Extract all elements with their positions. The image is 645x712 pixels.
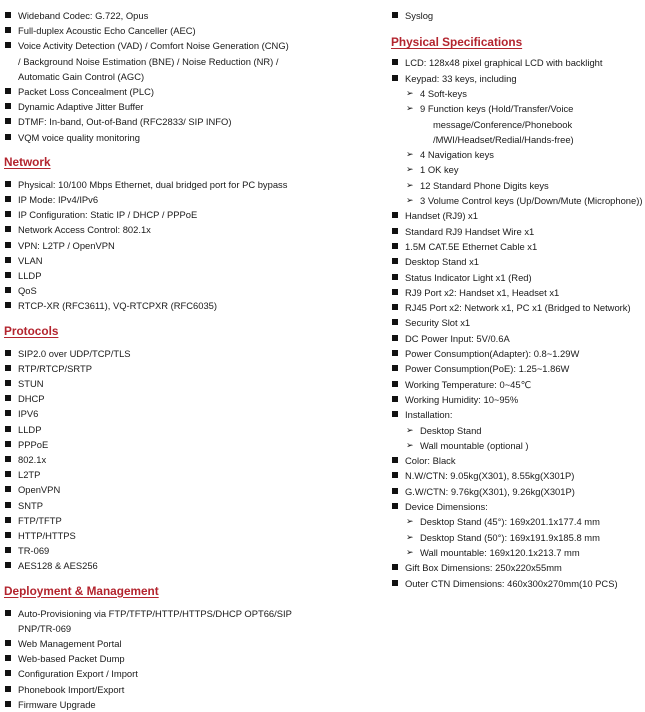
square-bullet-icon: [392, 365, 398, 371]
list-item-text: RJ9 Port x2: Handset x1, Headset x1: [405, 286, 560, 298]
arrow-bullet-icon: ➢: [406, 439, 414, 450]
list-item: [0, 177, 386, 192]
list-item-text: G.W/CTN: 9.76kg(X301), 9.26kg(X301P): [405, 485, 575, 497]
square-bullet-icon: [392, 258, 398, 264]
list-item-text: Wall mountable: 169x120.1x213.7 mm: [420, 546, 580, 558]
list-item-text: Desktop Stand (50°): 169x191.9x185.8 mm: [420, 531, 600, 543]
list-item: [0, 543, 386, 558]
list-item-text: Firmware Upgrade: [18, 698, 96, 710]
list-item-text: TR-069: [18, 545, 50, 557]
list-item: [386, 484, 645, 499]
square-bullet-icon: [5, 118, 11, 124]
list-item-text: DTMF: In-band, Out-of-Band (RFC2833/ SIP INFO): [18, 116, 232, 128]
list-item-text: Configuration Export / Import: [18, 668, 138, 680]
list-item: [0, 346, 386, 361]
list-item: [0, 238, 386, 253]
square-bullet-icon: [5, 517, 11, 523]
list-item: [386, 468, 645, 483]
list-item-text: Gift Box Dimensions: 250x220x55mm: [405, 562, 562, 574]
square-bullet-icon: [392, 396, 398, 402]
list-item-text: IP Mode: IPv4/IPv6: [18, 194, 99, 205]
list-item-text: Working Humidity: 10~95%: [405, 393, 519, 405]
list-item-text: OpenVPN: [18, 484, 61, 496]
list-item: [0, 606, 386, 621]
list-item-text: SIP2.0 over UDP/TCP/TLS: [18, 347, 131, 359]
list-item-text: 12 Standard Phone Digits keys: [420, 179, 549, 191]
list-item: [0, 697, 386, 712]
list-item: [386, 239, 645, 254]
square-bullet-icon: [392, 580, 398, 586]
list-item-text: Working Temperature: 0~45℃: [405, 378, 532, 390]
list-item: [0, 222, 386, 237]
sub-list-item: [386, 117, 645, 132]
list-item: [0, 666, 386, 681]
square-bullet-icon: [5, 226, 11, 232]
sub-list-item: [386, 193, 645, 208]
square-bullet-icon: [5, 88, 11, 94]
list-item-text: SNTP: [18, 499, 44, 511]
list-item-text: VPN: L2TP / OpenVPN: [18, 239, 115, 251]
list-item: [0, 467, 386, 482]
list-item-text: Color: Black: [405, 455, 456, 467]
list-item-text: LLDP: [18, 270, 42, 281]
list-item: [0, 437, 386, 452]
square-bullet-icon: [392, 350, 398, 356]
square-bullet-icon: [5, 441, 11, 447]
square-bullet-icon: [5, 547, 11, 553]
square-bullet-icon: [392, 488, 398, 494]
square-bullet-icon: [5, 471, 11, 477]
list-item-text: Outer CTN Dimensions: 460x300x270mm(10 PCS): [405, 577, 618, 589]
square-bullet-icon: [5, 42, 11, 48]
square-bullet-icon: [392, 335, 398, 341]
sub-list-item: [386, 423, 645, 438]
list-item: [0, 422, 386, 437]
list-item-text: DHCP: [18, 393, 45, 405]
list-item: [386, 71, 645, 86]
list-item-text: Physical: 10/100 Mbps Ethernet, dual bridged port for PC bypass: [18, 178, 288, 190]
square-bullet-icon: [392, 304, 398, 310]
sub-list-item: [386, 101, 645, 116]
list-item-text: Voice Activity Detection (VAD) / Comfort Noise Generation (CNG): [18, 40, 289, 52]
list-item-text: DC Power Input: 5V/0.6A: [405, 332, 510, 344]
list-item-text: 1.5M CAT.5E Ethernet Cable x1: [405, 240, 538, 252]
list-item-text: Full-duplex Acoustic Echo Canceller (AEC): [18, 25, 196, 37]
list-item: [0, 192, 386, 207]
square-bullet-icon: [5, 257, 11, 263]
list-item-text: Desktop Stand x1: [405, 256, 480, 268]
square-bullet-icon: [5, 12, 11, 18]
list-item-text: AES128 & AES256: [18, 560, 98, 572]
list-item-text: 1 OK key: [420, 164, 459, 176]
list-item-text: 4 Soft-keys: [420, 87, 467, 99]
arrow-bullet-icon: ➢: [406, 87, 414, 98]
square-bullet-icon: [5, 365, 11, 371]
list-item: [386, 392, 645, 407]
list-item-text: IPV6: [18, 408, 39, 420]
list-item: [0, 452, 386, 467]
list-item-text: Handset (RJ9) x1: [405, 210, 478, 222]
list-item: [386, 453, 645, 468]
square-bullet-icon: [5, 395, 11, 401]
square-bullet-icon: [5, 380, 11, 386]
list-item: [386, 285, 645, 300]
list-item-text: / Background Noise Estimation (BNE) / Noise Reduction (NR) /: [18, 55, 279, 67]
list-item-text: 9 Function keys (Hold/Transfer/Voice: [420, 103, 574, 115]
list-item: [386, 300, 645, 315]
square-bullet-icon: [392, 75, 398, 81]
list-item-text: RTCP-XR (RFC3611), VQ-RTCPXR (RFC6035): [18, 300, 217, 312]
list-item-text: Packet Loss Concealment (PLC): [18, 86, 154, 97]
list-item: [0, 268, 386, 283]
square-bullet-icon: [5, 27, 11, 33]
list-item: [0, 361, 386, 376]
square-bullet-icon: [5, 302, 11, 308]
list-item-text: Desktop Stand: [420, 424, 482, 436]
list-item-text: PNP/TR-069: [18, 622, 72, 634]
list-item: [0, 114, 386, 129]
square-bullet-icon: [5, 134, 11, 140]
arrow-bullet-icon: ➢: [406, 149, 414, 160]
list-item-text: Wideband Codec: G.722, Opus: [18, 10, 149, 21]
square-bullet-icon: [392, 12, 398, 18]
list-item: [386, 254, 645, 269]
list-item-text: Device Dimensions:: [405, 501, 488, 512]
square-bullet-icon: [5, 562, 11, 568]
list-item-text: RJ45 Port x2: Network x1, PC x1 (Bridged to Network): [405, 302, 631, 314]
square-bullet-icon: [5, 287, 11, 293]
list-item-text: Web-based Packet Dump: [18, 653, 125, 665]
list-item: [0, 54, 386, 69]
list-item: [0, 682, 386, 697]
list-item: [386, 407, 645, 422]
arrow-bullet-icon: ➢: [406, 424, 414, 435]
list-item: [386, 499, 645, 514]
square-bullet-icon: [392, 59, 398, 65]
list-item: [0, 482, 386, 497]
list-item: [386, 361, 645, 376]
list-item-text: RTP/RTCP/SRTP: [18, 362, 92, 374]
square-bullet-icon: [392, 503, 398, 509]
list-item: [0, 513, 386, 528]
square-bullet-icon: [392, 411, 398, 417]
list-item-text: message/Conference/Phonebook: [433, 118, 573, 130]
list-item: [0, 498, 386, 513]
section-heading-network: Network: [4, 154, 51, 169]
list-item-text: VLAN: [18, 254, 43, 266]
section-heading-deployment-management: Deployment & Management: [4, 583, 159, 598]
square-bullet-icon: [5, 502, 11, 508]
square-bullet-icon: [5, 196, 11, 202]
list-item: [0, 558, 386, 573]
list-item-text: Dynamic Adaptive Jitter Buffer: [18, 101, 144, 113]
square-bullet-icon: [5, 103, 11, 109]
list-item-text: STUN: [18, 378, 44, 389]
sub-list-item: [386, 530, 645, 545]
list-item-text: Power Consumption(Adapter): 0.8~1.29W: [405, 348, 580, 359]
list-item-text: 4 Navigation keys: [420, 149, 494, 161]
square-bullet-icon: [392, 319, 398, 325]
list-item: [0, 621, 386, 636]
list-item: [0, 8, 386, 23]
list-item-text: Automatic Gain Control (AGC): [18, 70, 145, 82]
list-item-text: Status Indicator Light x1 (Red): [405, 271, 532, 283]
list-item-text: Power Consumption(PoE): 1.25~1.86W: [405, 363, 570, 375]
list-item: [0, 69, 386, 84]
square-bullet-icon: [5, 211, 11, 217]
list-item: [0, 636, 386, 651]
list-item-text: 802.1x: [18, 454, 47, 465]
list-item: [386, 224, 645, 239]
sub-list-item: [386, 545, 645, 560]
square-bullet-icon: [392, 564, 398, 570]
square-bullet-icon: [5, 640, 11, 646]
list-item: [386, 8, 645, 23]
arrow-bullet-icon: ➢: [406, 516, 414, 527]
list-item: [0, 376, 386, 391]
square-bullet-icon: [5, 456, 11, 462]
list-item: [386, 270, 645, 285]
list-item: [0, 406, 386, 421]
square-bullet-icon: [5, 655, 11, 661]
section-heading-physical-specifications: Physical Specifications: [391, 35, 523, 50]
list-item-text: LLDP: [18, 423, 42, 435]
list-item-text: /MWI/Headset/Redial/Hands-free): [433, 133, 574, 145]
list-item: [386, 346, 645, 361]
square-bullet-icon: [392, 289, 398, 295]
square-bullet-icon: [5, 670, 11, 676]
square-bullet-icon: [392, 457, 398, 463]
square-bullet-icon: [5, 272, 11, 278]
list-item: [0, 298, 386, 313]
square-bullet-icon: [5, 532, 11, 538]
list-item-text: PPPoE: [18, 438, 49, 450]
sub-list-item: [386, 132, 645, 147]
list-item: [0, 207, 386, 222]
list-item: [0, 99, 386, 114]
list-item-text: QoS: [18, 285, 37, 297]
list-item: [386, 331, 645, 346]
arrow-bullet-icon: ➢: [406, 195, 414, 205]
square-bullet-icon: [5, 701, 11, 707]
list-item-text: Keypad: 33 keys, including: [405, 72, 517, 84]
list-item-text: Wall mountable (optional ): [420, 439, 529, 451]
list-item: [0, 84, 386, 99]
list-item-text: HTTP/HTTPS: [18, 530, 76, 541]
section-heading-protocols: Protocols: [4, 323, 59, 338]
arrow-bullet-icon: ➢: [406, 179, 414, 190]
list-item: [386, 560, 645, 575]
list-item-text: Standard RJ9 Handset Wire x1: [405, 225, 535, 237]
square-bullet-icon: [5, 426, 11, 432]
square-bullet-icon: [5, 686, 11, 692]
square-bullet-icon: [392, 381, 398, 387]
list-item: [0, 130, 386, 145]
square-bullet-icon: [392, 243, 398, 249]
list-item-text: LCD: 128x48 pixel graphical LCD with backlight: [405, 57, 603, 69]
square-bullet-icon: [392, 274, 398, 280]
list-item: [386, 377, 645, 392]
list-item: [386, 208, 645, 223]
sub-list-item: [386, 178, 645, 193]
list-item: [386, 55, 645, 70]
sub-list-item: [386, 147, 645, 162]
list-item-text: Web Management Portal: [18, 638, 122, 649]
list-item-text: Network Access Control: 802.1x: [18, 224, 151, 236]
list-item-text: Syslog: [405, 10, 434, 21]
list-item: [0, 528, 386, 543]
list-item-text: Installation:: [405, 409, 453, 421]
list-item: [0, 38, 386, 53]
list-item: [386, 315, 645, 330]
arrow-bullet-icon: ➢: [406, 531, 414, 542]
arrow-bullet-icon: ➢: [406, 546, 414, 557]
arrow-bullet-icon: ➢: [406, 164, 414, 175]
square-bullet-icon: [5, 410, 11, 416]
list-item: [386, 576, 645, 591]
list-item: [0, 651, 386, 666]
square-bullet-icon: [5, 350, 11, 356]
list-item: [0, 391, 386, 406]
list-item-text: Desktop Stand (45°): 169x201.1x177.4 mm: [420, 516, 600, 528]
square-bullet-icon: [5, 610, 11, 616]
list-item-text: 3 Volume Control keys (Up/Down/Mute (Microphone)): [420, 195, 643, 206]
list-item-text: Auto-Provisioning via FTP/TFTP/HTTP/HTTPS/DHCP OPT66/SIP: [18, 607, 292, 619]
square-bullet-icon: [5, 242, 11, 248]
square-bullet-icon: [392, 212, 398, 218]
sub-list-item: [386, 514, 645, 529]
sub-list-item: [386, 162, 645, 177]
list-item-text: IP Configuration: Static IP / DHCP / PPPoE: [18, 209, 198, 221]
arrow-bullet-icon: ➢: [406, 103, 414, 114]
list-item-text: Security Slot x1: [405, 317, 471, 329]
list-item-text: FTP/TFTP: [18, 514, 62, 526]
list-item: [0, 283, 386, 298]
square-bullet-icon: [392, 472, 398, 478]
square-bullet-icon: [5, 181, 11, 187]
square-bullet-icon: [5, 486, 11, 492]
list-item-text: N.W/CTN: 9.05kg(X301), 8.55kg(X301P): [405, 470, 575, 482]
square-bullet-icon: [392, 228, 398, 234]
list-item: [0, 253, 386, 268]
list-item-text: L2TP: [18, 469, 41, 481]
list-item-text: Phonebook Import/Export: [18, 683, 125, 695]
list-item-text: VQM voice quality monitoring: [18, 131, 140, 143]
list-item: [0, 23, 386, 38]
sub-list-item: [386, 86, 645, 101]
sub-list-item: [386, 438, 645, 453]
